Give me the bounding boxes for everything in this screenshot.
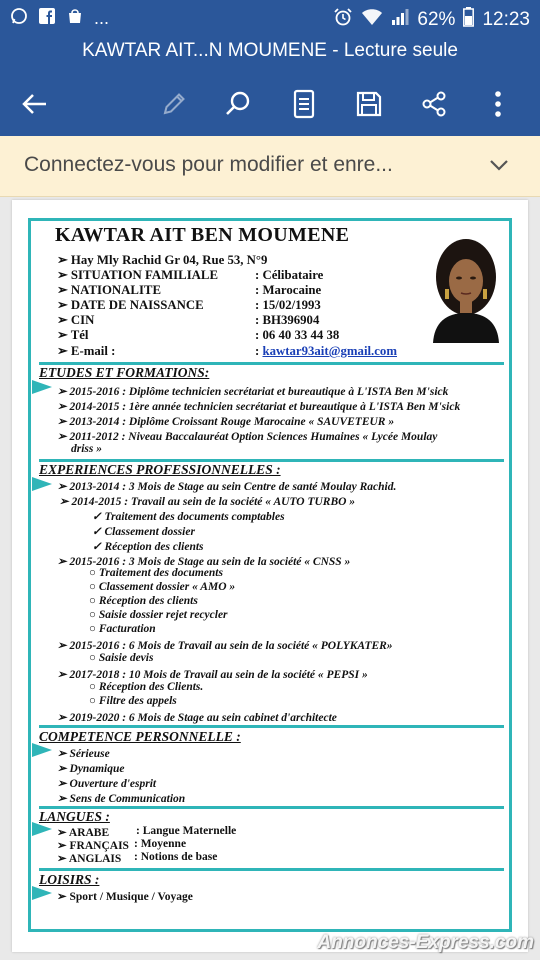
clock: 12:23 [482, 9, 530, 30]
wifi-icon [361, 8, 383, 32]
personal-value: : Marocaine [255, 283, 322, 297]
list-item: ✓ Réception des clients [92, 541, 204, 553]
section-marker [32, 886, 52, 900]
language-name: ➢ FRANÇAIS [57, 840, 129, 852]
cv-name: KAWTAR AIT BEN MOUMENE [55, 224, 350, 246]
list-item: ➢ 2015-2016 : Diplôme technicien secrétariat et bureautique à L'ISTA Ben M'sick [57, 386, 449, 398]
section-marker [32, 477, 52, 491]
edit-pencil-icon[interactable] [154, 84, 194, 124]
list-item: ➢ Sens de Communication [57, 793, 186, 805]
language-name: ➢ ARABE [57, 827, 110, 839]
list-item: ➢ Dynamique [57, 763, 125, 775]
personal-label: ➢ NATIONALITE [57, 283, 161, 297]
list-item: ✓ Traitement des documents comptables [92, 511, 285, 523]
language-name: ➢ ANGLAIS [57, 853, 122, 865]
list-item: ➢ Sport / Musique / Voyage [57, 891, 193, 903]
document-title: KAWTAR AIT...N MOUMENE - Lecture seule [0, 36, 540, 72]
address: ➢ Hay Mly Rachid Gr 04, Rue 53, N°9 [57, 253, 268, 267]
personal-value: : BH396904 [255, 313, 320, 327]
battery-percent: 62% [417, 9, 456, 30]
personal-label: ➢ Tél [57, 328, 89, 342]
chevron-down-icon[interactable] [488, 154, 510, 181]
section-marker [32, 380, 52, 394]
language-level: : Moyenne [134, 838, 187, 850]
back-button[interactable] [14, 84, 54, 124]
section-heading-loisirs: LOISIRS : [39, 872, 100, 887]
search-icon[interactable] [218, 84, 258, 124]
banner-message: Connectez-vous pour modifier et enre... [24, 153, 393, 176]
personal-label: ➢ SITUATION FAMILIALE [57, 268, 218, 282]
personal-value: : kawtar93ait@gmail.com [255, 344, 397, 358]
more-options-icon[interactable] [478, 84, 518, 124]
list-item: ➢ 2013-2014 : 3 Mois de Stage au sein Centre de santé Moulay Rachid. [57, 481, 397, 493]
list-item: ✓ Classement dossier [92, 526, 195, 538]
list-item: ○ Traitement des documents [89, 567, 223, 579]
alarm-icon [333, 7, 353, 33]
list-item: ➢ Ouverture d'esprit [57, 778, 157, 790]
reading-view-icon[interactable] [284, 84, 324, 124]
section-divider [39, 725, 504, 728]
list-item: driss » [71, 443, 102, 455]
watermark: Annonces-Express.com [317, 932, 534, 953]
email-link[interactable]: kawtar93ait@gmail.com [262, 344, 397, 358]
list-item: ➢ Sérieuse [57, 748, 110, 760]
whatsapp-icon [10, 7, 28, 30]
language-level: : Langue Maternelle [136, 825, 237, 837]
share-icon[interactable] [414, 84, 454, 124]
section-marker [32, 743, 52, 757]
section-heading-competence: COMPETENCE PERSONNELLE : [39, 729, 241, 744]
save-icon[interactable] [349, 84, 389, 124]
more-notifications: ... [94, 8, 110, 28]
section-heading-langues: LANGUES : [39, 809, 110, 824]
profile-photo [429, 233, 503, 343]
cv-content [12, 200, 528, 952]
section-heading-experiences: EXPERIENCES PROFESSIONNELLES : [39, 462, 281, 477]
list-item: ➢ 2014-2015 : 1ère année technicien secrétariat et bureautique à L'ISTA Ben M'sick [57, 401, 461, 413]
personal-value: : 06 40 33 44 38 [255, 328, 340, 342]
personal-value: : Célibataire [255, 268, 324, 282]
list-item: ➢ 2017-2018 : 10 Mois de Travail au sein de la société « PEPSI » [57, 669, 368, 681]
personal-value: : 15/02/1993 [255, 298, 321, 312]
battery-icon [463, 7, 474, 33]
list-item: ➢ 2014-2015 : Travail au sein de la société « AUTO TURBO » [59, 496, 356, 508]
section-heading-etudes: ETUDES ET FORMATIONS: [39, 365, 210, 380]
list-item: ○ Classement dossier « AMO » [89, 581, 236, 593]
sign-in-banner[interactable] [0, 136, 540, 197]
toolbar [0, 72, 540, 136]
list-item: ○ Saisie dossier rejet recycler [89, 609, 228, 621]
facebook-icon [38, 7, 56, 30]
list-item: ○ Filtre des appels [89, 695, 177, 707]
list-item: ○ Réception des Clients. [89, 681, 204, 693]
list-item: ○ Saisie devis [89, 652, 154, 664]
personal-label: ➢ CIN [57, 313, 95, 327]
signal-icon [391, 8, 409, 32]
personal-label: ➢ DATE DE NAISSANCE [57, 298, 204, 312]
personal-label: ➢ E-mail : [57, 344, 116, 358]
status-bar [0, 0, 540, 36]
section-divider [39, 868, 504, 871]
list-item: ○ Facturation [89, 623, 156, 635]
language-level: : Notions de base [134, 851, 218, 863]
list-item: ➢ 2015-2016 : 6 Mois de Travail au sein de la société « POLYKATER» [57, 640, 393, 652]
section-marker [32, 822, 52, 836]
list-item: ➢ 2013-2014 : Diplôme Croissant Rouge Marocaine « SAUVETEUR » [57, 416, 395, 428]
list-item: ○ Réception des clients [89, 595, 198, 607]
list-item: ➢ 2019-2020 : 6 Mois de Stage au sein cabinet d'architecte [57, 712, 337, 724]
document-page[interactable] [12, 200, 528, 952]
list-item: ➢ 2015-2016 : 3 Mois de Stage au sein de la société « CNSS » [57, 556, 351, 568]
shopping-bag-icon [66, 7, 84, 30]
list-item: ➢ 2011-2012 : Niveau Baccalauréat Option Sciences Humaines « Lycée Moulay [57, 431, 438, 443]
